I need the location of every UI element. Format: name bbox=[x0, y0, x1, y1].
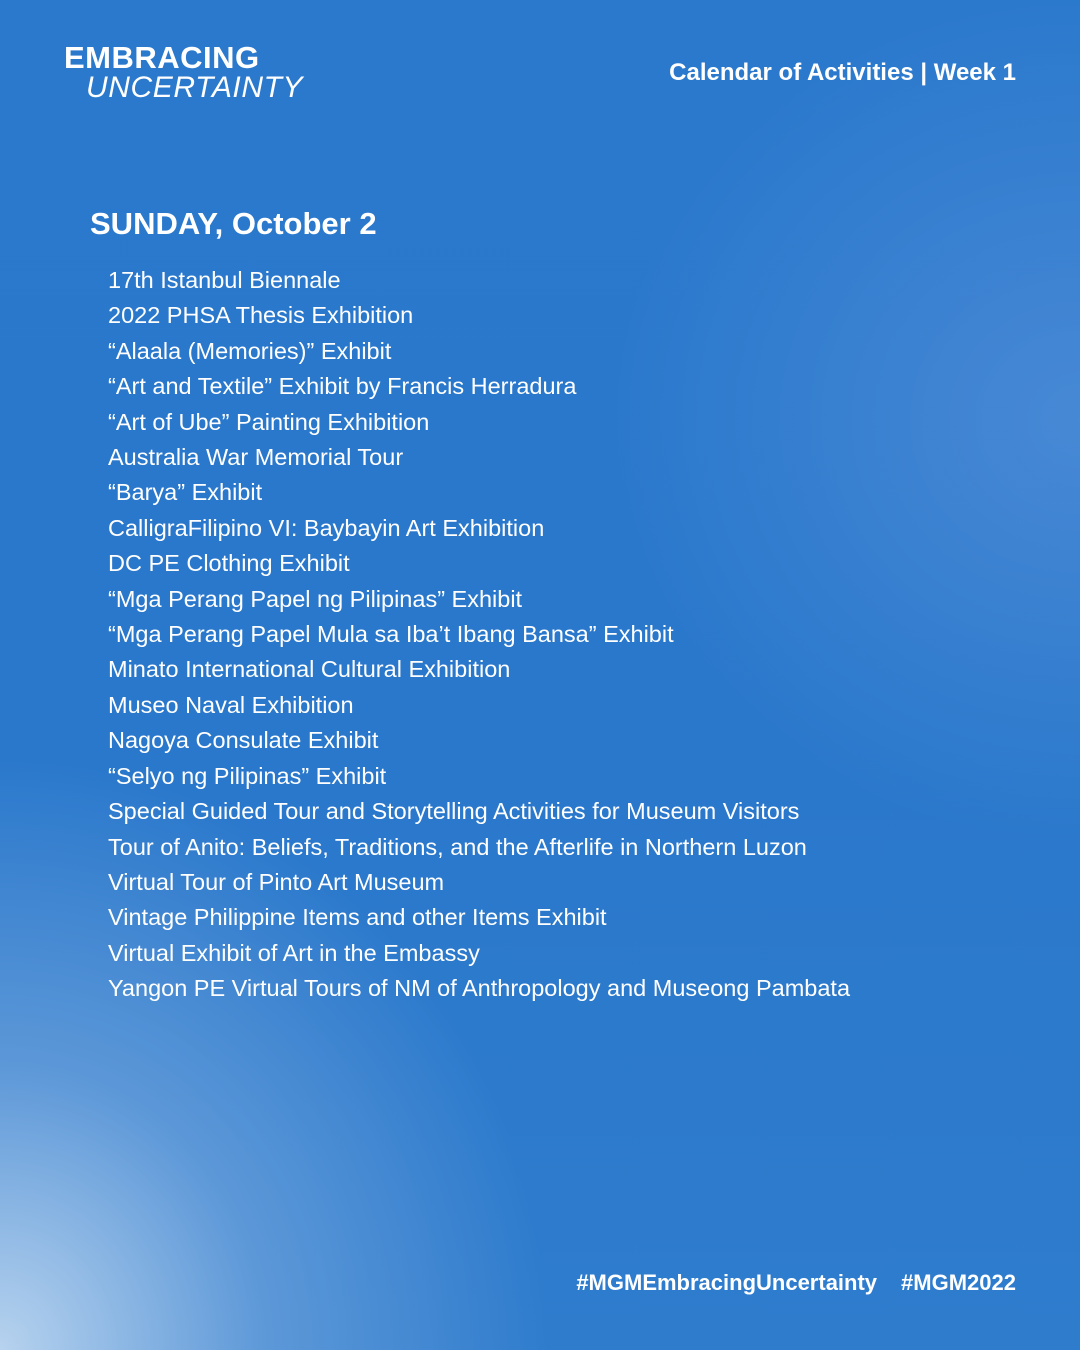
activity-item: “Art and Textile” Exhibit by Francis Herradura bbox=[108, 373, 577, 400]
activity-item: Nagoya Consulate Exhibit bbox=[108, 727, 379, 754]
activity-item: “Art of Ube” Painting Exhibition bbox=[108, 408, 430, 435]
hashtag-mgm2022: #MGM2022 bbox=[901, 1270, 1016, 1295]
activity-item: Museo Naval Exhibition bbox=[108, 691, 354, 718]
activity-item: DC PE Clothing Exhibit bbox=[108, 550, 350, 577]
activity-list bbox=[108, 263, 850, 1007]
logo-line-uncertainty: UNCERTAINTY bbox=[86, 71, 304, 104]
logo-line-embracing: EMBRACING bbox=[64, 40, 260, 75]
activity-item: Vintage Philippine Items and other Items Exhibit bbox=[108, 904, 607, 931]
activity-item: 2022 PHSA Thesis Exhibition bbox=[108, 302, 414, 329]
activity-item: Australia War Memorial Tour bbox=[108, 444, 404, 471]
activity-item: Tour of Anito: Beliefs, Traditions, and the Afterlife in Northern Luzon bbox=[108, 833, 807, 860]
hashtag-footer bbox=[576, 1268, 1016, 1298]
activity-item: “Alaala (Memories)” Exhibit bbox=[108, 337, 392, 364]
activity-item: 17th Istanbul Biennale bbox=[108, 267, 341, 293]
activity-item: Minato International Cultural Exhibition bbox=[108, 656, 511, 683]
event-logo bbox=[64, 40, 324, 104]
activity-item: Virtual Exhibit of Art in the Embassy bbox=[108, 939, 480, 966]
calendar-title: Calendar of Activities | Week 1 bbox=[669, 59, 1016, 86]
activity-item: “Barya” Exhibit bbox=[108, 479, 263, 506]
activity-item: Special Guided Tour and Storytelling Activities for Museum Visitors bbox=[108, 798, 800, 825]
activity-item: CalligraFilipino VI: Baybayin Art Exhibition bbox=[108, 514, 545, 541]
activity-item: “Mga Perang Papel Mula sa Iba’t Ibang Bansa” Exhibit bbox=[108, 621, 674, 648]
hashtag-embracing-uncertainty: #MGMEmbracingUncertainty bbox=[576, 1270, 878, 1295]
activity-item: “Selyo ng Pilipinas” Exhibit bbox=[108, 762, 387, 789]
day-heading: SUNDAY, October 2 bbox=[90, 206, 377, 241]
activity-item: Yangon PE Virtual Tours of NM of Anthropology and Museong Pambata bbox=[108, 975, 851, 1002]
activity-item: “Mga Perang Papel ng Pilipinas” Exhibit bbox=[108, 585, 523, 612]
activity-item: Virtual Tour of Pinto Art Museum bbox=[108, 868, 445, 895]
